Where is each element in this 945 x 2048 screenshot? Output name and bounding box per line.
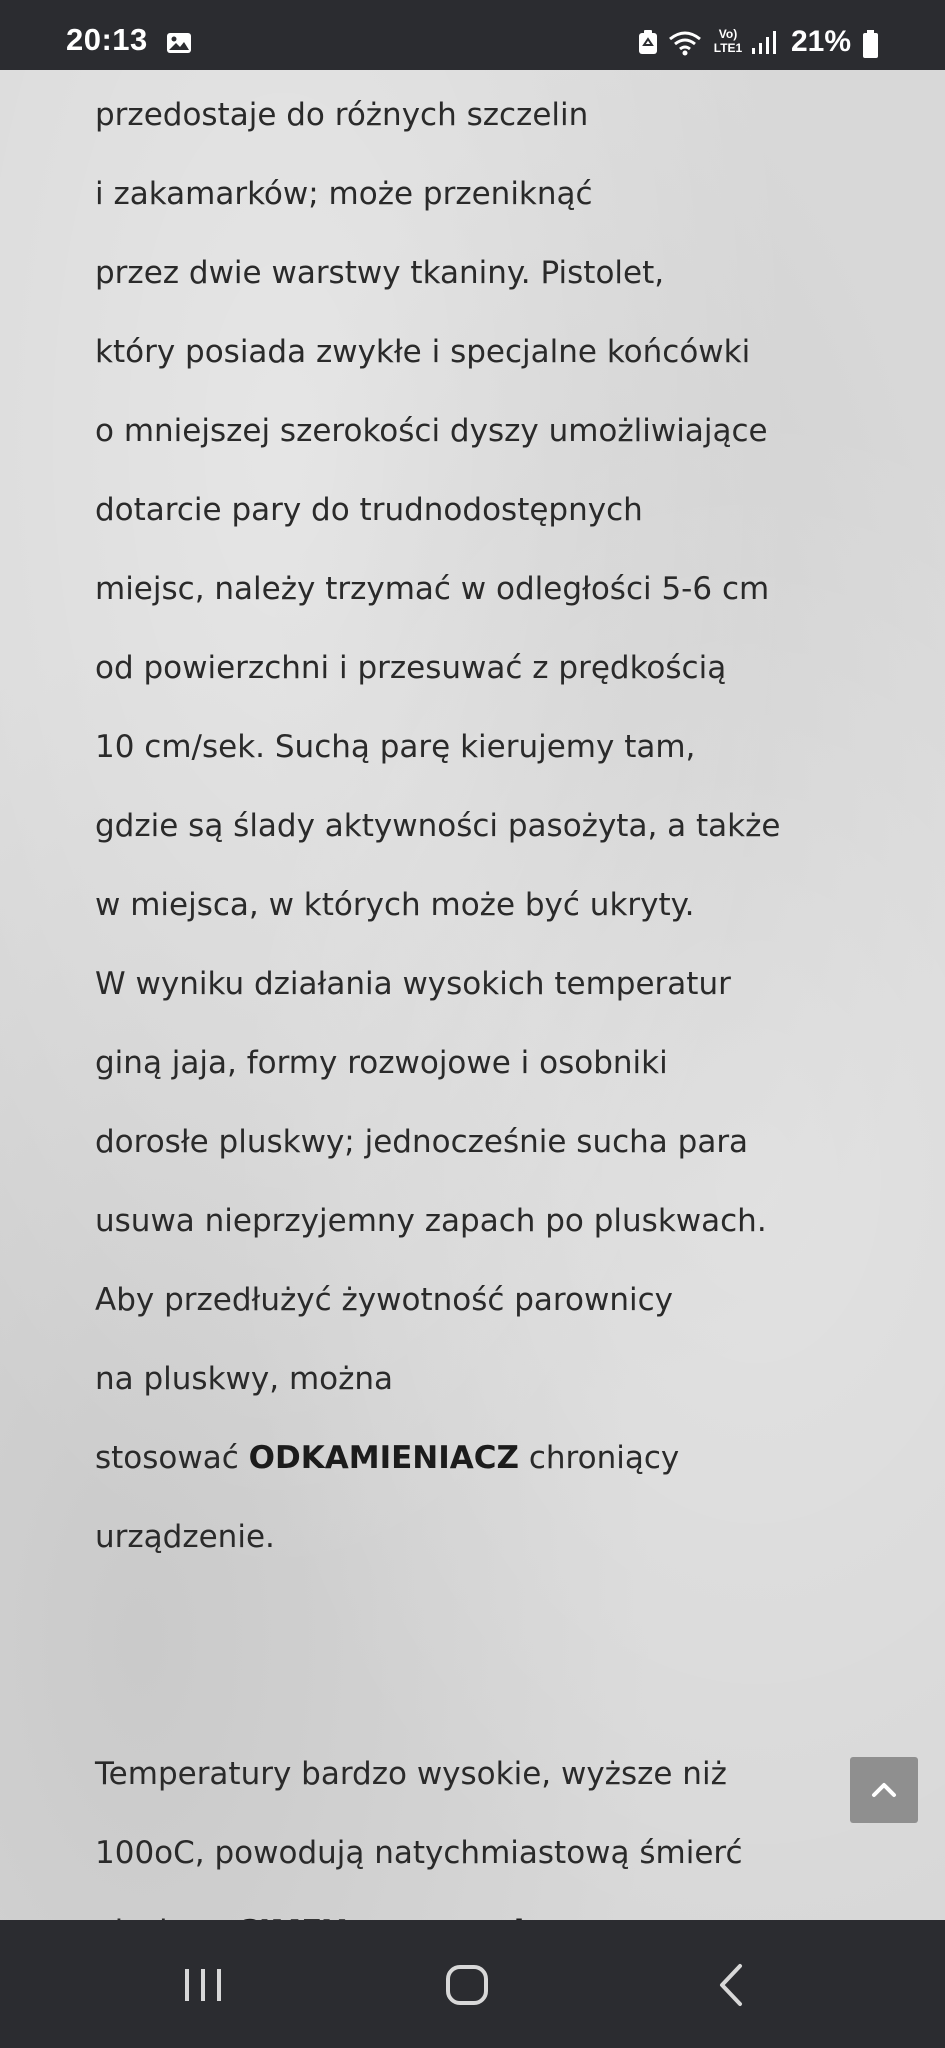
scroll-to-top-button[interactable]	[850, 1757, 918, 1823]
descaler-product-link[interactable]: ODKAMIENIACZ	[248, 1440, 519, 1476]
article-line: miejsc, należy trzymać w odległości 5-6 cm	[95, 571, 770, 607]
article-line: na pluskwy, można	[95, 1361, 394, 1397]
article-line: 10 cm/sek. Suchą parę kierujemy tam,	[95, 729, 696, 765]
back-icon[interactable]	[702, 1960, 762, 2010]
article-line: Aby przedłużyć żywotność parownicy	[95, 1282, 673, 1318]
article-line: przedostaje do różnych szczelin	[95, 97, 589, 133]
article-line: W wyniku działania wysokich temperatur	[95, 966, 731, 1002]
article-line: który posiada zwykłe i specjalne końcówki	[95, 334, 751, 370]
article-line: gdzie są ślady aktywności pasożyta, a także	[95, 808, 781, 844]
recycle-icon	[636, 30, 660, 56]
article-line: o mniejszej szerokości dyszy umożliwiające	[95, 413, 768, 449]
article-line: dorosłe pluskwy; jednocześnie sucha para	[95, 1124, 749, 1160]
article-line: w miejsca, w których może być ukryty.	[95, 887, 695, 923]
lte-indicator	[708, 27, 748, 55]
page-content[interactable]	[0, 70, 945, 1920]
navigation-bar	[0, 1920, 945, 2048]
article-line: urządzenie.	[95, 1519, 275, 1555]
article-line: i zakamarków; może przeniknąć	[95, 176, 593, 212]
article-line: 100oC, powodują natychmiastową śmierć	[95, 1835, 743, 1871]
lte-top-label: Vo)	[718, 27, 738, 41]
battery-icon	[863, 30, 878, 58]
signal-icon	[750, 30, 778, 56]
article-line: dotarcie pary do trudnodostępnych	[95, 492, 643, 528]
article-line: od powierzchni i przesuwać z prędkością	[95, 650, 727, 686]
lte-bottom-label: LTE1	[713, 41, 743, 55]
article-line: przez dwie warstwy tkaniny. Pistolet,	[95, 255, 665, 291]
descaler-after: chroniący	[519, 1440, 680, 1476]
descaler-line	[95, 1419, 895, 1498]
article-text	[95, 76, 895, 1972]
gallery-icon	[166, 32, 192, 54]
status-time: 20:13	[66, 22, 148, 57]
battery-percent: 21%	[791, 25, 852, 58]
article-line: Temperatury bardzo wysokie, wyższe niż	[95, 1756, 727, 1792]
article-line: usuwa nieprzyjemny zapach po pluskwach.	[95, 1203, 767, 1239]
descaler-before: stosować	[95, 1440, 249, 1476]
chevron-up-icon	[870, 1777, 898, 1803]
wifi-icon	[668, 30, 702, 56]
recents-icon[interactable]	[173, 1960, 233, 2010]
article-line: giną jaja, formy rozwojowe i osobniki	[95, 1045, 668, 1081]
paragraph-gap	[95, 1577, 895, 1735]
status-bar	[0, 0, 945, 70]
home-icon[interactable]	[437, 1960, 497, 2010]
